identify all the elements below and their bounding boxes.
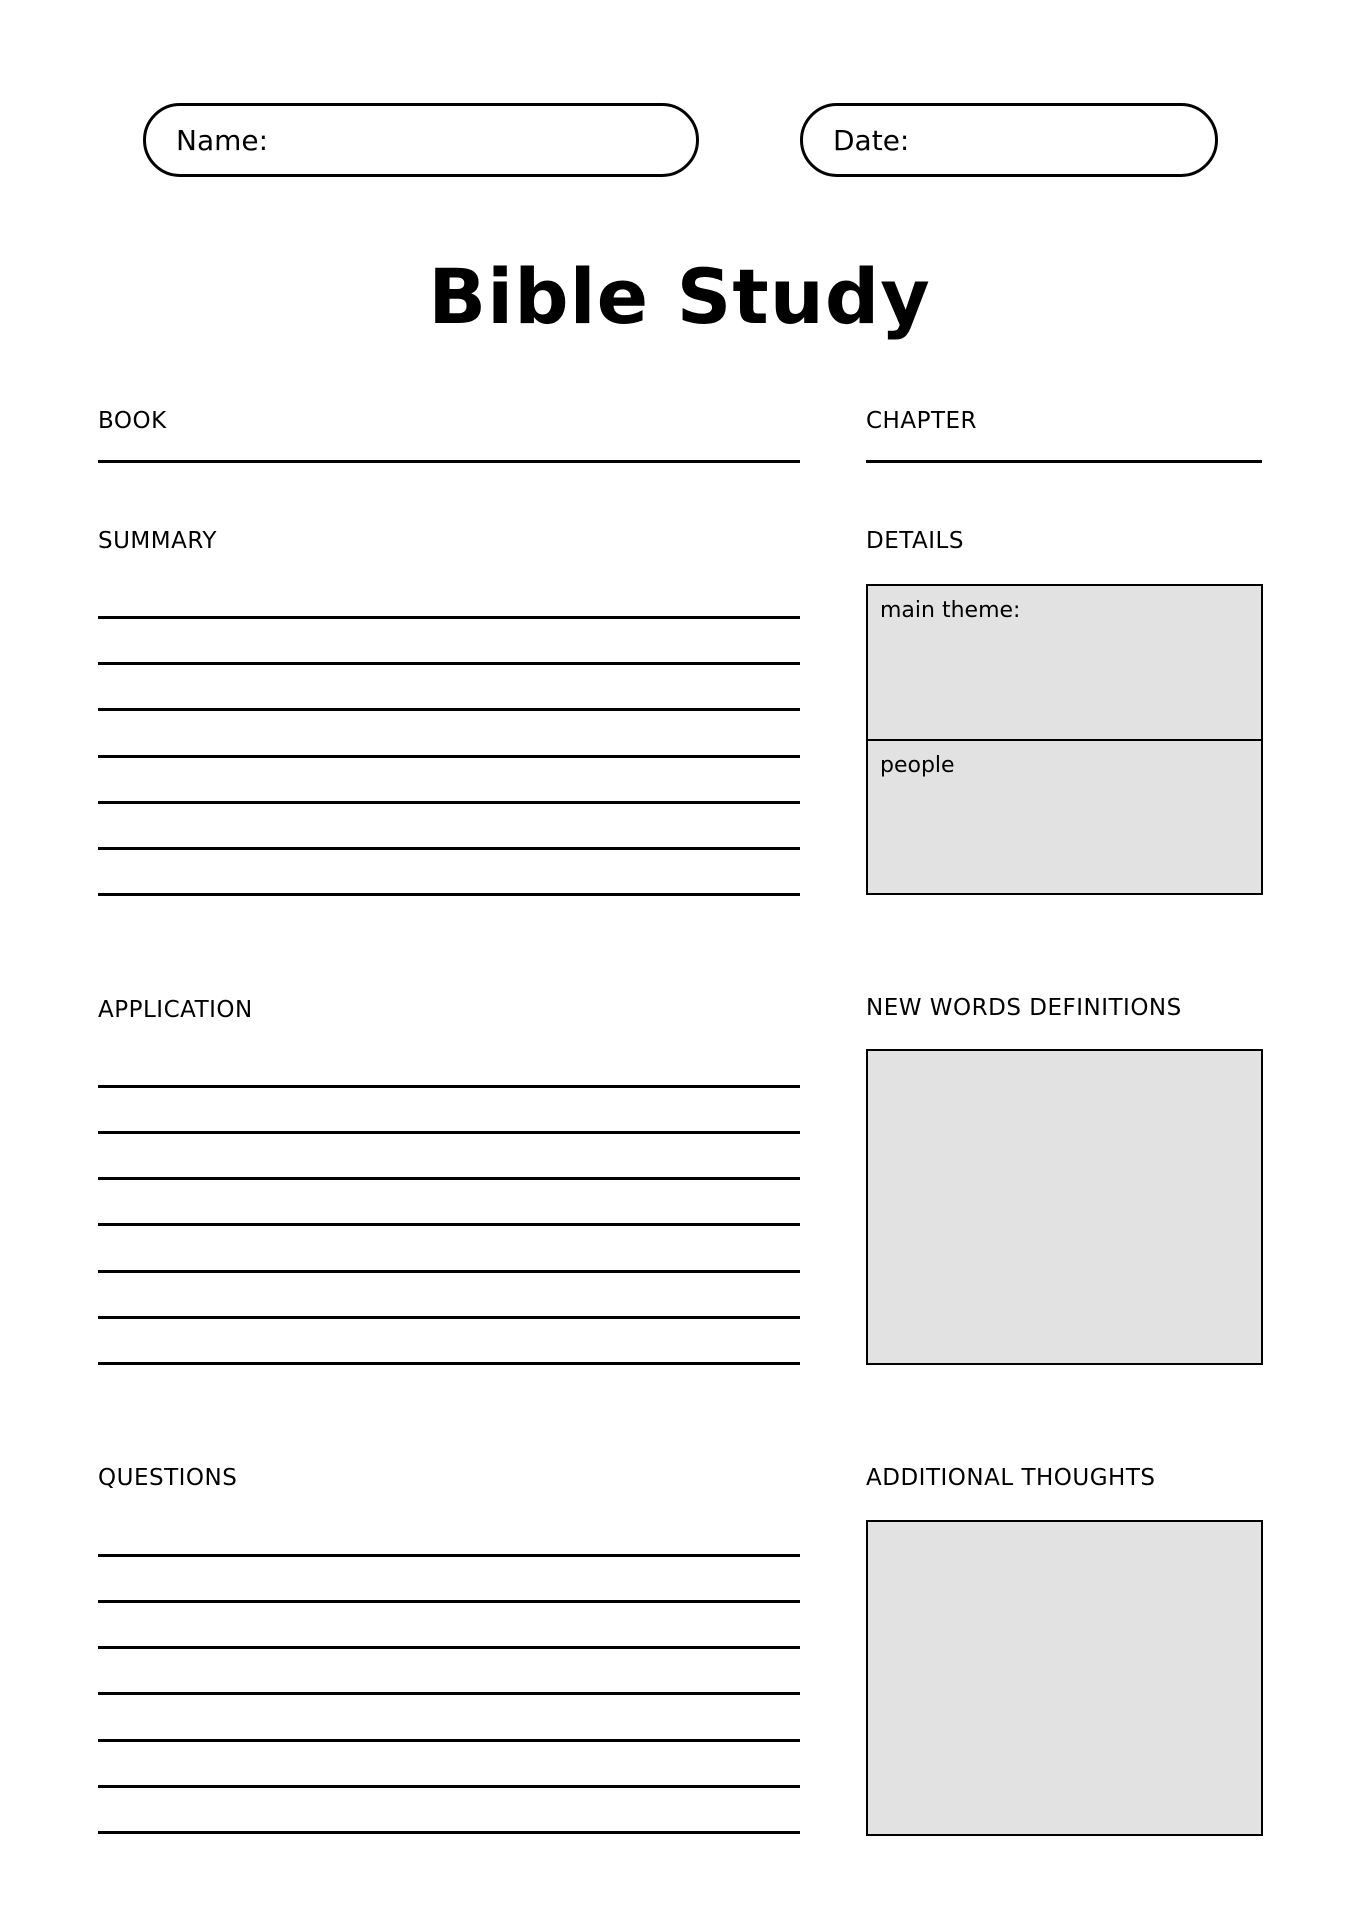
main-theme-label: main theme:	[880, 598, 1021, 623]
people-label: people	[880, 753, 955, 778]
new-words-label: NEW WORDS DEFINITIONS	[866, 995, 1182, 1021]
application-line[interactable]	[98, 1177, 800, 1180]
additional-thoughts-label: ADDITIONAL THOUGHTS	[866, 1465, 1156, 1491]
questions-line[interactable]	[98, 1739, 800, 1742]
application-line[interactable]	[98, 1316, 800, 1319]
summary-line[interactable]	[98, 847, 800, 850]
application-line[interactable]	[98, 1131, 800, 1134]
application-line[interactable]	[98, 1085, 800, 1088]
chapter-label: CHAPTER	[866, 408, 978, 434]
summary-line[interactable]	[98, 755, 800, 758]
chapter-line[interactable]	[866, 460, 1262, 463]
book-label: BOOK	[98, 408, 167, 434]
book-line[interactable]	[98, 460, 800, 463]
summary-line[interactable]	[98, 616, 800, 619]
summary-line[interactable]	[98, 662, 800, 665]
application-label: APPLICATION	[98, 997, 253, 1023]
application-line[interactable]	[98, 1270, 800, 1273]
summary-label: SUMMARY	[98, 528, 217, 554]
summary-line[interactable]	[98, 801, 800, 804]
additional-thoughts-box[interactable]	[866, 1520, 1263, 1836]
date-label: Date:	[833, 123, 910, 157]
new-words-box[interactable]	[866, 1049, 1263, 1365]
name-field[interactable]	[143, 103, 699, 177]
people-box[interactable]	[866, 739, 1263, 895]
main-theme-box[interactable]	[866, 584, 1263, 741]
details-label: DETAILS	[866, 528, 964, 554]
questions-line[interactable]	[98, 1554, 800, 1557]
date-field[interactable]	[800, 103, 1218, 177]
application-line[interactable]	[98, 1223, 800, 1226]
questions-line[interactable]	[98, 1785, 800, 1788]
page-title: Bible Study	[428, 252, 931, 341]
questions-line[interactable]	[98, 1831, 800, 1834]
application-line[interactable]	[98, 1362, 800, 1365]
name-label: Name:	[176, 123, 269, 157]
questions-line[interactable]	[98, 1600, 800, 1603]
summary-line[interactable]	[98, 893, 800, 896]
questions-line[interactable]	[98, 1646, 800, 1649]
questions-label: QUESTIONS	[98, 1465, 238, 1491]
questions-line[interactable]	[98, 1692, 800, 1695]
summary-line[interactable]	[98, 708, 800, 711]
